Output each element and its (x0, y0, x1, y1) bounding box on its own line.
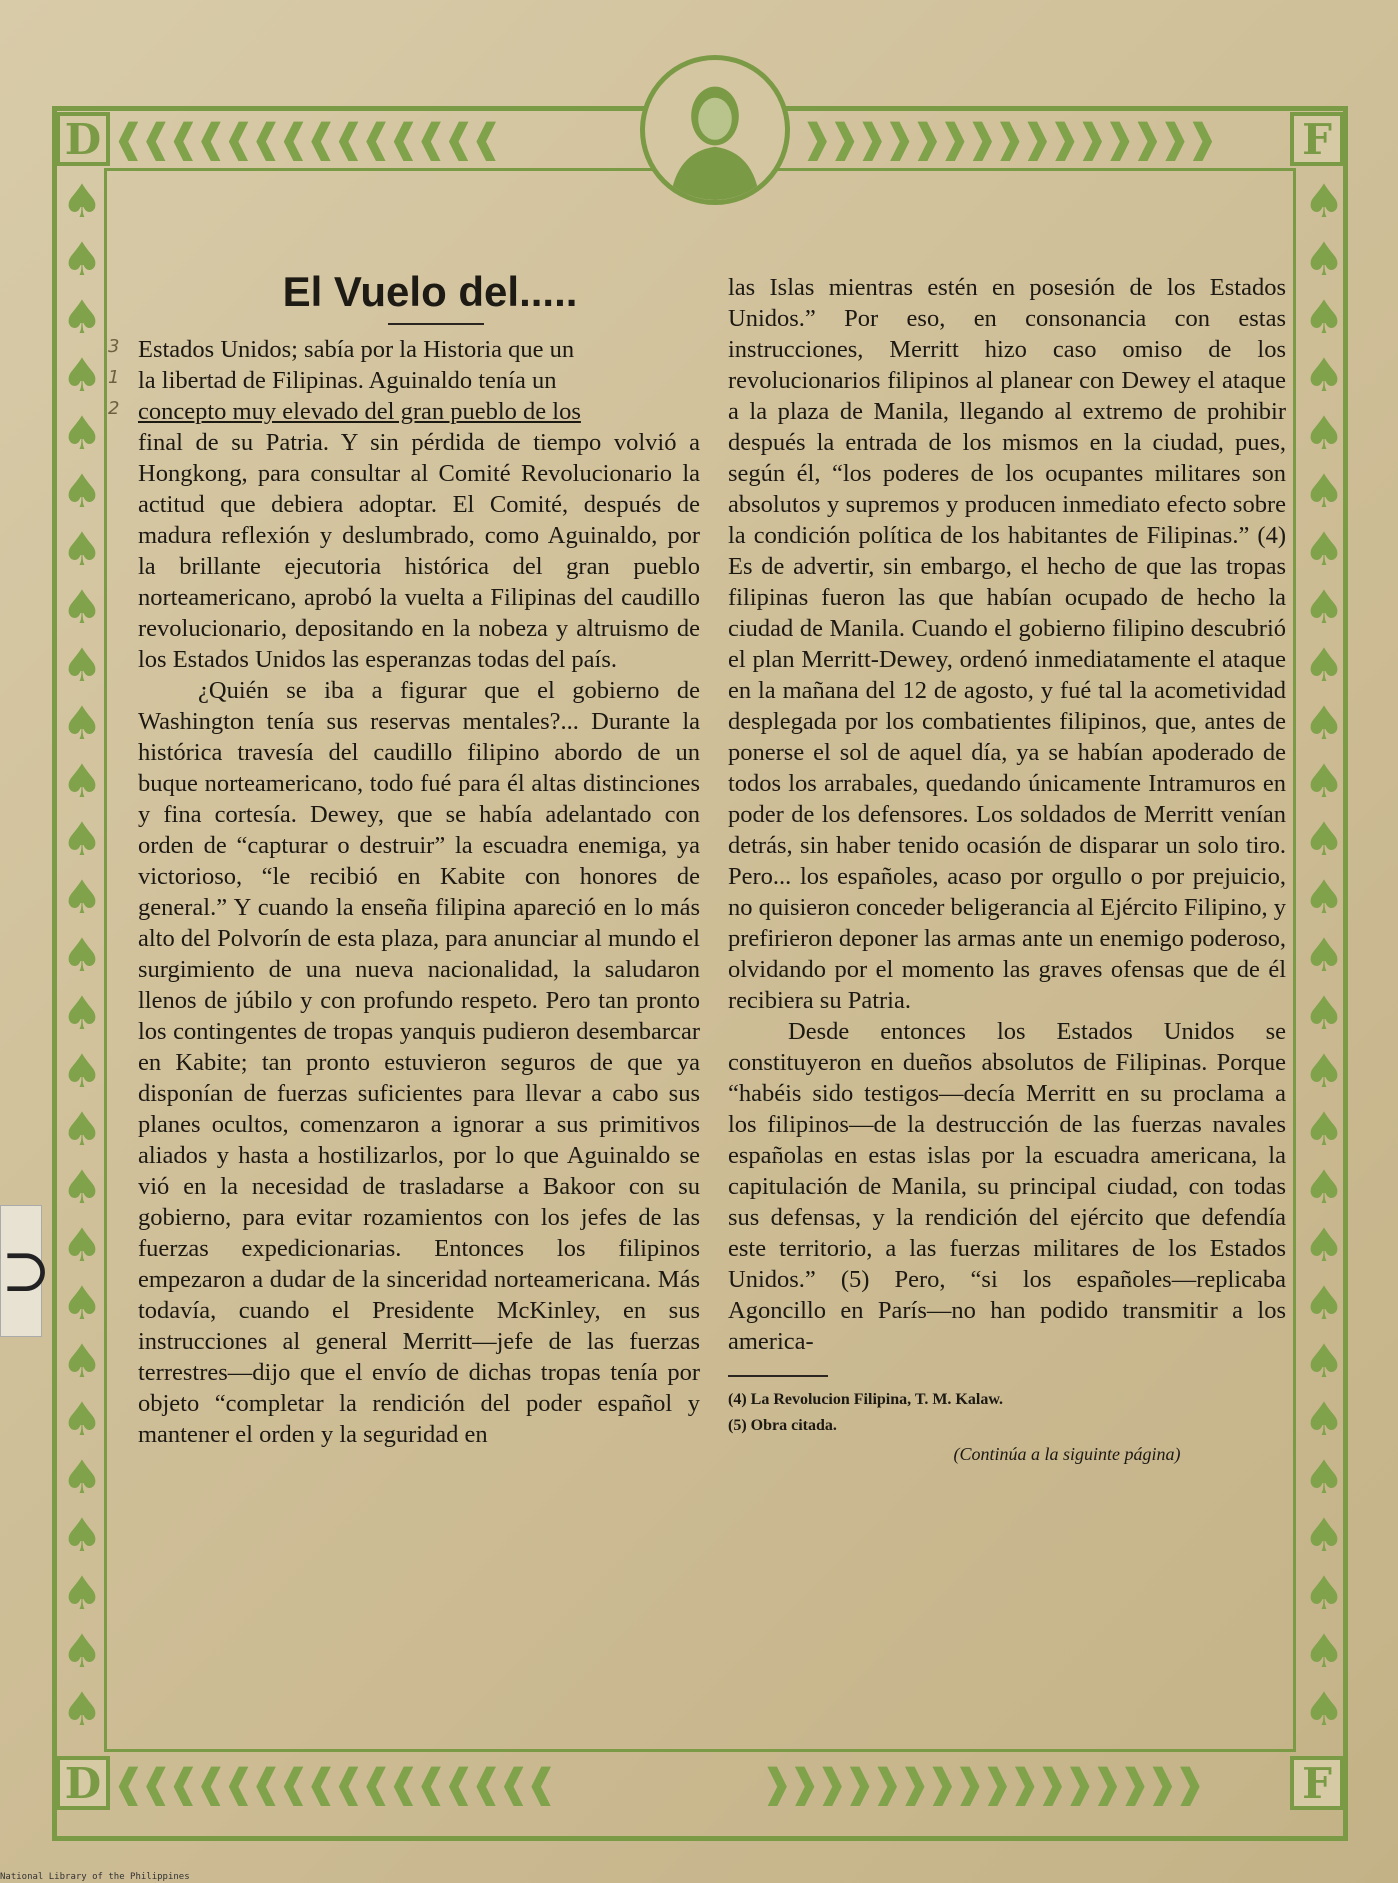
paragraph: ¿Quién se iba a figurar que el gobierno de Washington tenía sus reservas mentales?... Durante la histórica travesía del caudillo filipino abordo de un buque norteamericano, todo fué para él altas distinciones y fina cortesía. Dewey, que se había adelantado con orden de “capturar o destruir” la escuadra enemiga, ya victorioso, “le recibió en Kabite con honores de general.” Y cuando la enseña filipina apareció en lo más alto del Polvorín de esta plaza, para anunciar al mundo el surgimiento de una nueva nacionalidad, la saludaron llenos de júbilo y con profundo respeto. Pero tan pronto los contingentes de tropas yanquis pudieron desembarcar en Kabite; tan pronto estuvieron seguros de que ya disponían de fuerzas suficientes para llevar a cabo sus planes ocultos, comenzaron a ignorar a sus primitivos aliados y hasta a hostilizarlos, por lo que Aguinaldo se vió en la necesidad de trasladarse a Bakoor con su gobierno, para evitar rozamientos con los jefes de las fuerzas expedicionarias. Entonces los filipinos empezaron a dudar de la sinceridad norteamericana. Más todavía, cuando el Presidente McKinley, en sus instrucciones al general Merritt—jefe de las fuerzas terrestres—dijo que el envío de dichas tropas tenía por objeto “completar la rendición del poder español y mantener el orden y la seguridad en (138, 677, 700, 1448)
right-leaf-border: ♠ ♠ ♠ ♠ ♠ ♠ ♠ ♠ ♠ ♠ ♠ ♠ ♠ ♠ ♠ ♠ ♠ ♠ ♠ ♠ ♠ ♠ ♠ ♠ ♠ ♠ ♠ (1303, 174, 1345, 1736)
right-column (728, 272, 1286, 1470)
top-right-leaf-band: ❱❱❱❱❱❱❱❱❱❱❱❱❱❱❱ (800, 117, 1213, 161)
continuation-note: (Continúa a la siguinte página) (953, 1444, 1181, 1464)
footnote-rule (728, 1375, 828, 1377)
article-title: El Vuelo del..... (282, 268, 578, 315)
footnote: (4) La Revolucion Filipina, T. M. Kalaw. (728, 1391, 1003, 1408)
corner-letter-top-left: D (56, 112, 110, 166)
corner-letter-top-right: F (1290, 112, 1344, 166)
corner-letter-bottom-right: F (1290, 1756, 1344, 1810)
paragraph: Desde entonces los Estados Unidos se constituyeron en dueños absolutos de Filipinas. Porque “habéis sido testigos—decía Merritt en su proclama a los filipinos—de la destrucción de las fuerzas navales españolas en estas islas por la escuadra americana, la capitulación de Manila, su principal ciudad, con todas sus defensas, y la rendición del ejército que defendía este territorio, a las fuerzas militares de los Estados Unidos.” (5) Pero, “si los españoles—replicaba Agoncillo en París—no han podido transmitir a los america- (728, 1018, 1286, 1355)
margin-number: 1 (108, 367, 120, 388)
paragraph: las Islas mientras estén en posesión de los Estados Unidos.” Por eso, en consonancia con estas instrucciones, Merritt hizo caso omiso de los revolucionarios filipinos al planear con Dewey el ataque a la plaza de Manila, llegando al extremo de prohibir después la entrada de los mismos en la ciudad, pues, según él, “los poderes de los ocupantes militares son absolutos y supremos y producen inmediato efecto sobre la condición política de los habitantes de Filipinas.” (4) Es de advertir, sin embargo, el hecho de que las tropas filipinas fueron las que habían ocupado de hecho la ciudad de Manila. Cuando el gobierno filipino descubrió el plan Merritt-Dewey, ordenó inmediatamente el ataque en la mañana del 12 de agosto, y fué tal la acometividad desplegada por los combatientes filipinos, que, antes de ponerse el sol de aquel día, ya se habían apoderado de todos los arrabales, quedando únicamente Intramuros en poder de los defensores. Los soldados de Merritt venían detrás, sin haber tenido ocasión de disparar un solo tiro. Pero... los españoles, acaso por orgullo o por prejuicio, no quisieron conceder beligerancia al Ejército Filipino, y prefirieron deponer las armas ante un enemigo poderoso, olvidando por el momento las graves ofensas que de él recibiera su Patria. (728, 274, 1286, 1014)
portrait-medallion (640, 55, 790, 205)
corner-letter-bottom-left: D (56, 1756, 110, 1810)
paragraph: la libertad de Filipinas. Aguinaldo tenía un (138, 367, 557, 394)
portrait-icon (645, 60, 785, 200)
margin-number: 2 (108, 398, 120, 419)
top-left-leaf-band: ❰❰❰❰❰❰❰❰❰❰❰❰❰❰ (112, 117, 498, 161)
library-credit: National Library of the Philippines (0, 1872, 190, 1882)
paragraph: Estados Unidos; sabía por la Historia que un (138, 336, 575, 363)
paragraph: concepto muy elevado del gran pueblo de los (138, 398, 581, 425)
left-leaf-border: ♠ ♠ ♠ ♠ ♠ ♠ ♠ ♠ ♠ ♠ ♠ ♠ ♠ ♠ ♠ ♠ ♠ ♠ ♠ ♠ ♠ ♠ ♠ ♠ ♠ ♠ ♠ (61, 174, 103, 1736)
paragraph: final de su Patria. Y sin pérdida de tiempo volvió a Hongkong, para consultar al Comité Revolucionario la actitud que debiera adoptar. El Comité, después de madura reflexión y deslumbrado, como Aguinaldo, por la brillante ejecutoria histórica del gran pueblo norteamericano, aprobó la vuelta a Filipinas del caudillo revolucionario, depositando en la nobeza y altruismo de los Estados Unidos las esperanzas todas del país. (138, 429, 700, 673)
footnote: (5) Obra citada. (728, 1417, 837, 1434)
left-column (138, 334, 700, 1450)
title-rule (388, 323, 484, 325)
margin-number: 3 (108, 336, 120, 357)
clip-mark: ⊃ (0, 1205, 42, 1337)
bottom-left-leaf-band: ❰❰❰❰❰❰❰❰❰❰❰❰❰❰❰❰ (112, 1762, 553, 1806)
bottom-right-leaf-band: ❱❱❱❱❱❱❱❱❱❱❱❱❱❱❱❱ (760, 1762, 1201, 1806)
